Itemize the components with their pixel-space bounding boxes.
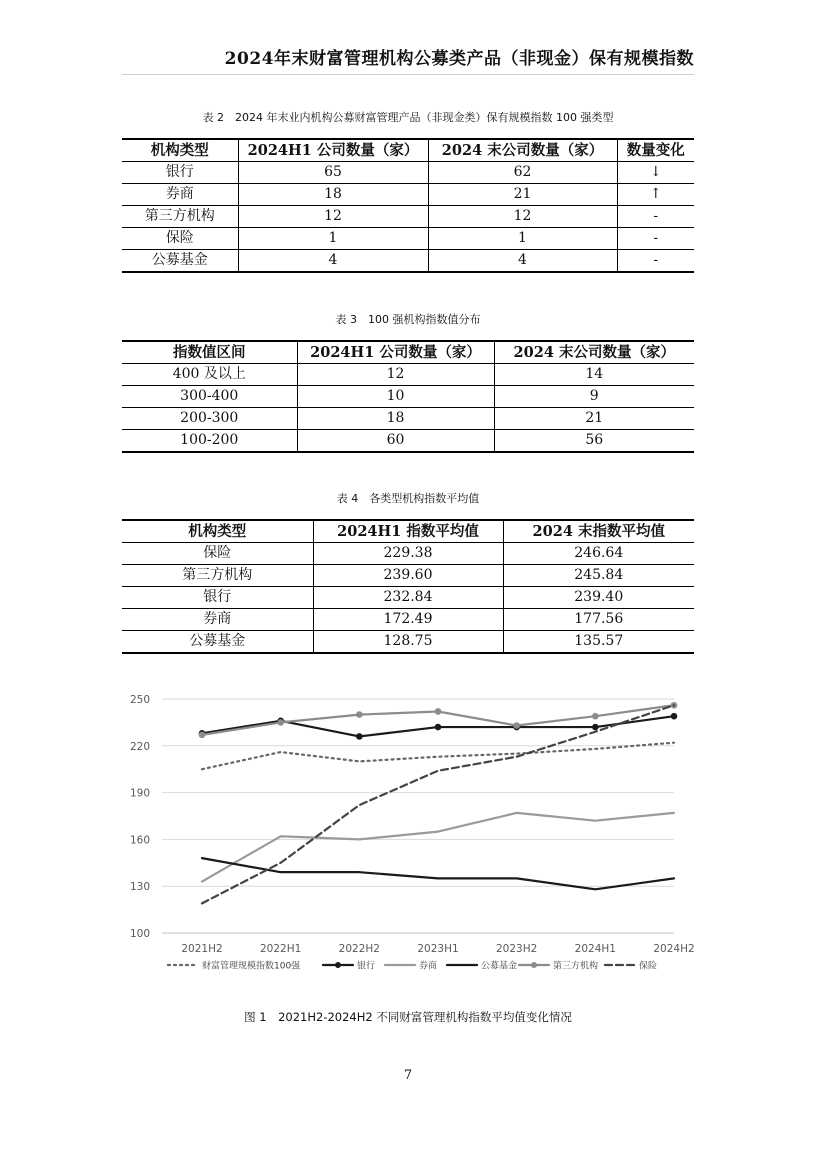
table-header-row [122,139,694,162]
table-cell: 21 [428,184,617,206]
y-tick-label: 220 [129,740,150,753]
table-row [122,162,694,184]
x-tick-label: 2023H2 [496,943,538,955]
table-cell: 9 [494,386,694,408]
table-cell: 18 [297,408,494,430]
table-cell: 14 [494,364,694,386]
table-cell: 128.75 [313,631,503,654]
x-tick-label: 2024H1 [574,943,616,955]
table-cell: 300-400 [122,386,297,408]
y-tick-label: 250 [129,694,150,706]
table-row [122,206,694,228]
table4-caption: 表 4 各类型机构指数平均值 [336,492,480,505]
table-cell: ↑ [617,184,694,206]
data-point [435,724,442,731]
x-tick-label: 2022H1 [260,943,302,955]
table-cell: 10 [297,386,494,408]
table-row [122,430,694,453]
table3 [122,340,694,453]
table-row [122,386,694,408]
table-cell: 65 [238,162,428,184]
series-line [202,858,674,889]
column-header: 2024 末公司数量（家） [428,139,617,162]
data-point [513,722,520,729]
column-header: 2024H1 指数平均值 [313,520,503,543]
table2-caption: 表 2 2024 年末业内机构公募财富管理产品（非现金类）保有规模指数 100 强类型 [202,111,614,124]
line-chart [122,682,694,986]
chart-svg [122,682,694,982]
table4 [122,519,694,654]
table-row [122,408,694,430]
table-cell: 第三方机构 [122,206,238,228]
table3-caption: 表 3 100 强机构指数值分布 [335,313,481,326]
table-cell: 239.60 [313,565,503,587]
series-line [202,705,674,903]
legend-label: 保险 [639,961,658,972]
legend-marker [335,962,341,968]
y-tick-label: 100 [129,928,150,940]
column-header: 机构类型 [122,520,313,543]
table-row [122,609,694,631]
table-cell: 232.84 [313,587,503,609]
x-tick-label: 2024H2 [653,943,694,955]
table-cell: 229.38 [313,543,503,565]
page-number: 7 [403,1068,413,1083]
table-cell: 246.64 [503,543,694,565]
table-cell: 100-200 [122,430,297,453]
column-header: 2024 末公司数量（家） [494,341,694,364]
table-cell: 400 及以上 [122,364,297,386]
data-point [277,719,284,726]
x-tick-label: 2021H2 [181,943,223,955]
table-cell: 12 [428,206,617,228]
table-cell: 200-300 [122,408,297,430]
table-cell: 62 [428,162,617,184]
legend-label: 第三方机构 [553,961,599,972]
page-header-title: 2024年末财富管理机构公募类产品（非现金）保有规模指数 [224,49,694,69]
header-rule [122,74,694,75]
column-header: 指数值区间 [122,341,297,364]
table-row [122,543,694,565]
table-cell: 21 [494,408,694,430]
table-cell: 券商 [122,184,238,206]
table-cell: 12 [297,364,494,386]
table-row [122,364,694,386]
series-line [202,743,674,770]
data-point [592,724,599,731]
y-tick-label: 190 [129,787,150,800]
y-tick-label: 130 [129,881,150,894]
table-header-row [122,341,694,364]
data-point [592,713,599,720]
table-row [122,228,694,250]
figure-caption: 图 1 2021H2-2024H2 不同财富管理机构指数平均值变化情况 [244,1010,572,1024]
table-cell: 172.49 [313,609,503,631]
table-cell: 60 [297,430,494,453]
table-cell: ↓ [617,162,694,184]
table-row [122,565,694,587]
table-cell: 银行 [122,587,313,609]
table-cell: - [617,228,694,250]
table-row [122,631,694,654]
table-cell: 公募基金 [122,631,313,654]
column-header: 机构类型 [122,139,238,162]
table-header-row [122,520,694,543]
column-header: 2024H1 公司数量（家） [297,341,494,364]
table-cell: 56 [494,430,694,453]
table-cell: 135.57 [503,631,694,654]
legend-label: 财富管理规模指数100强 [202,961,301,972]
table-cell: 1 [428,228,617,250]
table-cell: 4 [238,250,428,273]
table-cell: - [617,206,694,228]
table-cell: 245.84 [503,565,694,587]
table-cell: 12 [238,206,428,228]
table-cell: 4 [428,250,617,273]
legend-label: 银行 [357,961,376,972]
data-point [199,732,206,739]
data-point [356,733,363,740]
table-cell: 保险 [122,543,313,565]
table-cell: 177.56 [503,609,694,631]
table-row [122,250,694,273]
column-header: 数量变化 [617,139,694,162]
table-cell: - [617,250,694,273]
table-row [122,587,694,609]
data-point [435,708,442,715]
x-tick-label: 2022H2 [338,943,380,955]
legend-label: 券商 [419,961,438,972]
table-cell: 公募基金 [122,250,238,273]
column-header: 2024 末指数平均值 [503,520,694,543]
column-header: 2024H1 公司数量（家） [238,139,428,162]
table2 [122,138,694,273]
data-point [671,713,678,720]
table-cell: 保险 [122,228,238,250]
table-row [122,184,694,206]
data-point [356,711,363,718]
table-cell: 第三方机构 [122,565,313,587]
table-cell: 239.40 [503,587,694,609]
table-cell: 券商 [122,609,313,631]
legend-marker [531,962,537,968]
table-cell: 银行 [122,162,238,184]
table-cell: 18 [238,184,428,206]
legend-label: 公募基金 [481,961,518,972]
x-tick-label: 2023H1 [417,943,459,955]
table-cell: 1 [238,228,428,250]
y-tick-label: 160 [129,834,150,847]
